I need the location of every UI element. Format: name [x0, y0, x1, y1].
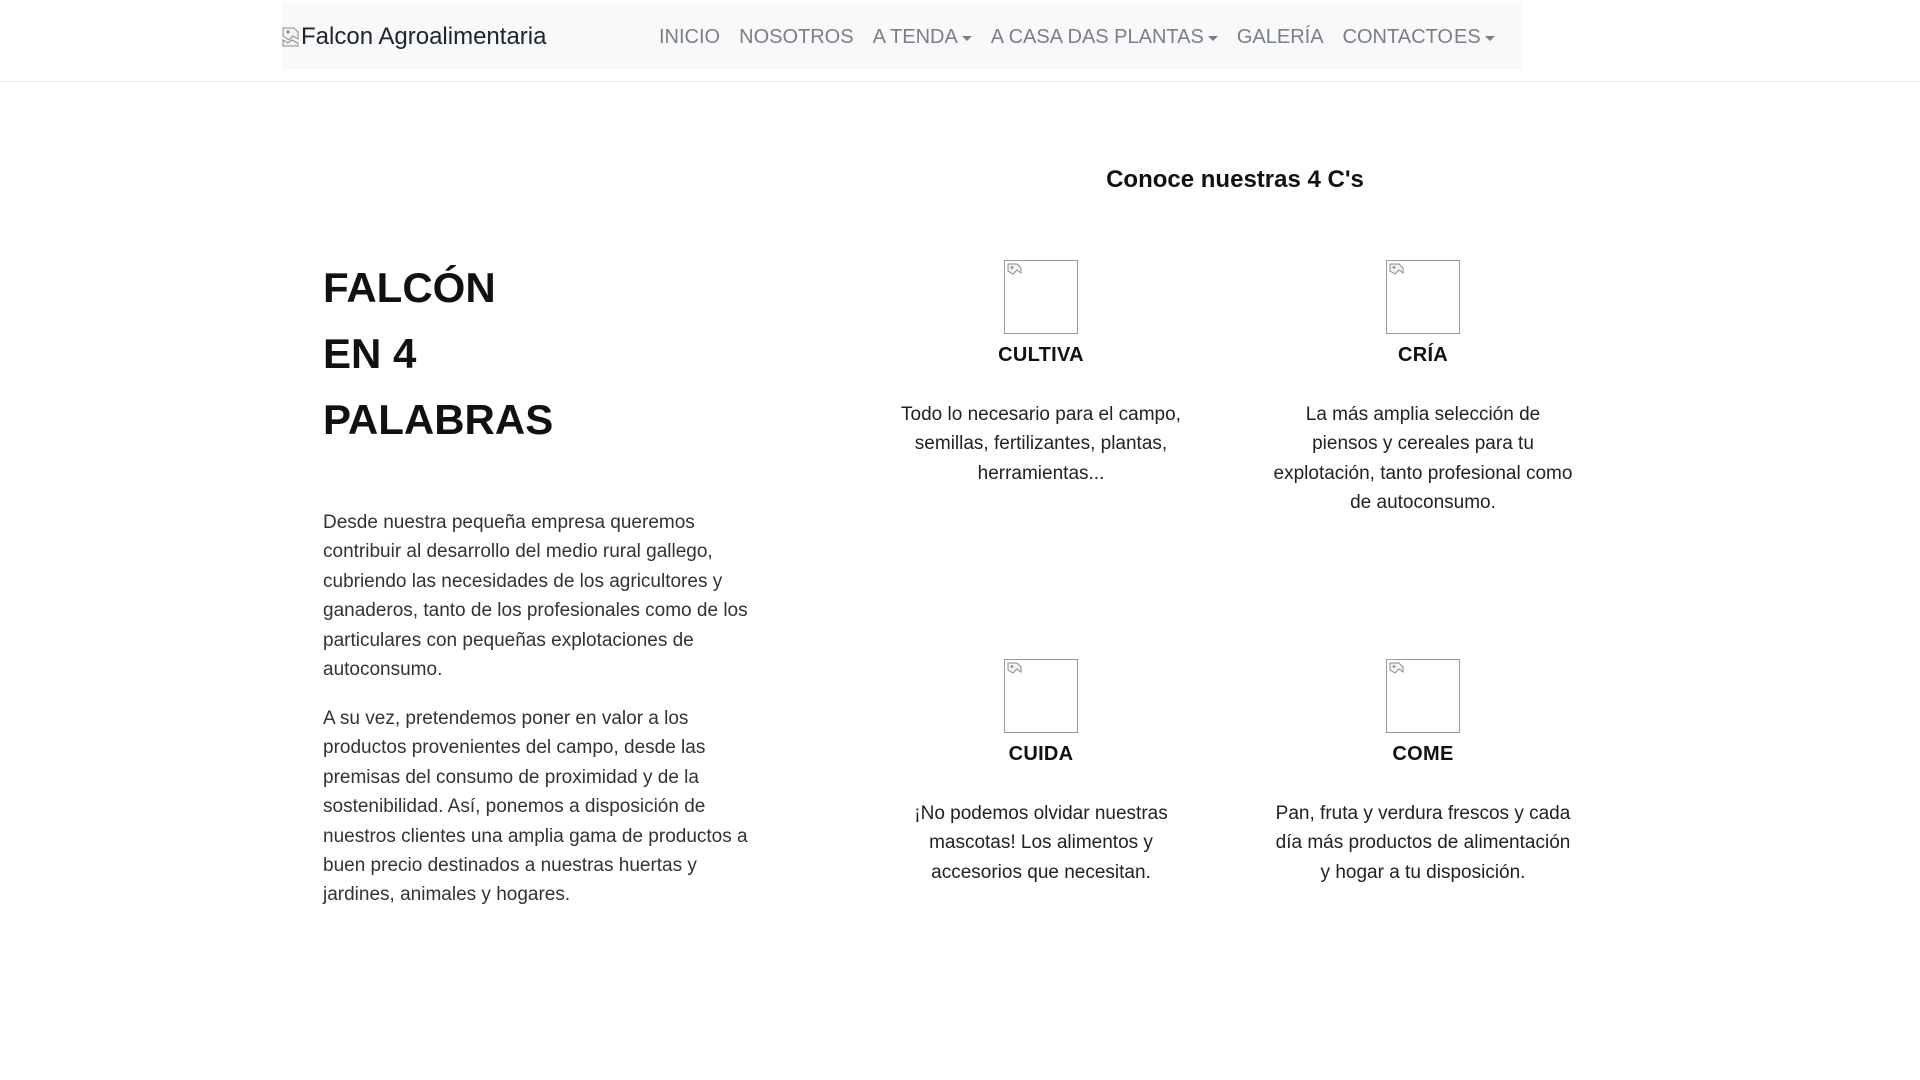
- nav-item-nosotros[interactable]: [739, 26, 853, 49]
- intro-heading: [323, 255, 753, 453]
- intro-paragraph: Desde nuestra pequeña empresa queremos contribuir al desarrollo del medio rural gallego, cubriendo las necesidades de los agricultores y ganaderos, tanto de los profesionales como de los particulares con pequeñas explotaciones de autoconsumo.: [323, 512, 748, 681]
- language-dropdown[interactable]: [1454, 21, 1495, 53]
- intro-title-line: FALCÓN: [323, 264, 496, 311]
- nav-item-a-casa-das-plantas[interactable]: [991, 26, 1218, 49]
- caret-down-icon: [1485, 36, 1495, 41]
- nav-item-label: CONTACTO: [1342, 25, 1453, 48]
- section-title: Conoce nuestras 4 C's: [1106, 166, 1364, 193]
- caret-down-icon: [962, 36, 972, 41]
- brand-logo-link[interactable]: [282, 21, 546, 53]
- nav-item-galeria[interactable]: [1237, 26, 1324, 49]
- broken-image-icon: [1389, 263, 1405, 279]
- card-text: La más amplia selección de piensos y cereales para tu explotación, tanto profesional como de autoconsumo.: [1273, 404, 1573, 514]
- nav-item-label: A TENDA: [872, 25, 958, 48]
- intro-title-line: PALABRAS: [323, 396, 554, 443]
- card-text: Todo lo necesario para el campo, semillas, fertilizantes, plantas, herramientas...: [901, 404, 1181, 484]
- nav-item-label: INICIO: [659, 25, 721, 48]
- card-image: [1386, 260, 1460, 334]
- card-title: CULTIVA: [998, 344, 1084, 366]
- feature-card-cuida: [891, 659, 1191, 887]
- nav-menu: [659, 21, 1472, 53]
- caret-down-icon: [1208, 36, 1218, 41]
- card-image: [1004, 260, 1078, 334]
- nav-item-inicio[interactable]: [659, 26, 720, 49]
- feature-card-come: [1273, 659, 1573, 887]
- card-image: [1386, 659, 1460, 733]
- nav-item-contacto[interactable]: [1343, 26, 1453, 49]
- intro-title-line: EN 4: [323, 330, 417, 377]
- nav-item-label: GALERÍA: [1236, 25, 1324, 48]
- nav-item-label: A CASA DAS PLANTAS: [990, 25, 1204, 48]
- card-text: Pan, fruta y verdura frescos y cada día más productos de alimentación y hogar a tu disposición.: [1275, 803, 1571, 883]
- language-label: ES: [1454, 25, 1481, 48]
- card-title: CUIDA: [1008, 743, 1074, 765]
- intro-paragraph: A su vez, pretendemos poner en valor a los productos provenientes del campo, desde las premisas del consumo de proximidad y de la sostenibilidad. Así, ponemos a disposición de nuestros clientes una amplia gama de productos a buen precio destinados a nuestras huertas y jardines, animales y hogares.: [323, 708, 748, 906]
- navbar: [282, 3, 1522, 70]
- card-title: CRÍA: [1397, 344, 1449, 366]
- site-header: [0, 0, 1920, 82]
- nav-item-a-tenda[interactable]: [873, 26, 972, 49]
- broken-image-icon: [1007, 662, 1023, 678]
- broken-image-icon: [282, 27, 300, 47]
- nav-item-label: NOSOTROS: [739, 25, 854, 48]
- feature-card-cultiva: [891, 260, 1191, 488]
- broken-image-icon: [1389, 662, 1405, 678]
- broken-image-icon: [1007, 263, 1023, 279]
- feature-card-cria: [1273, 260, 1573, 518]
- card-image: [1004, 659, 1078, 733]
- brand-alt-text: Falcon Agroalimentaria: [301, 23, 547, 50]
- card-title: COME: [1392, 743, 1454, 765]
- card-text: ¡No podemos olvidar nuestras mascotas! Los alimentos y accesorios que necesitan.: [914, 803, 1168, 883]
